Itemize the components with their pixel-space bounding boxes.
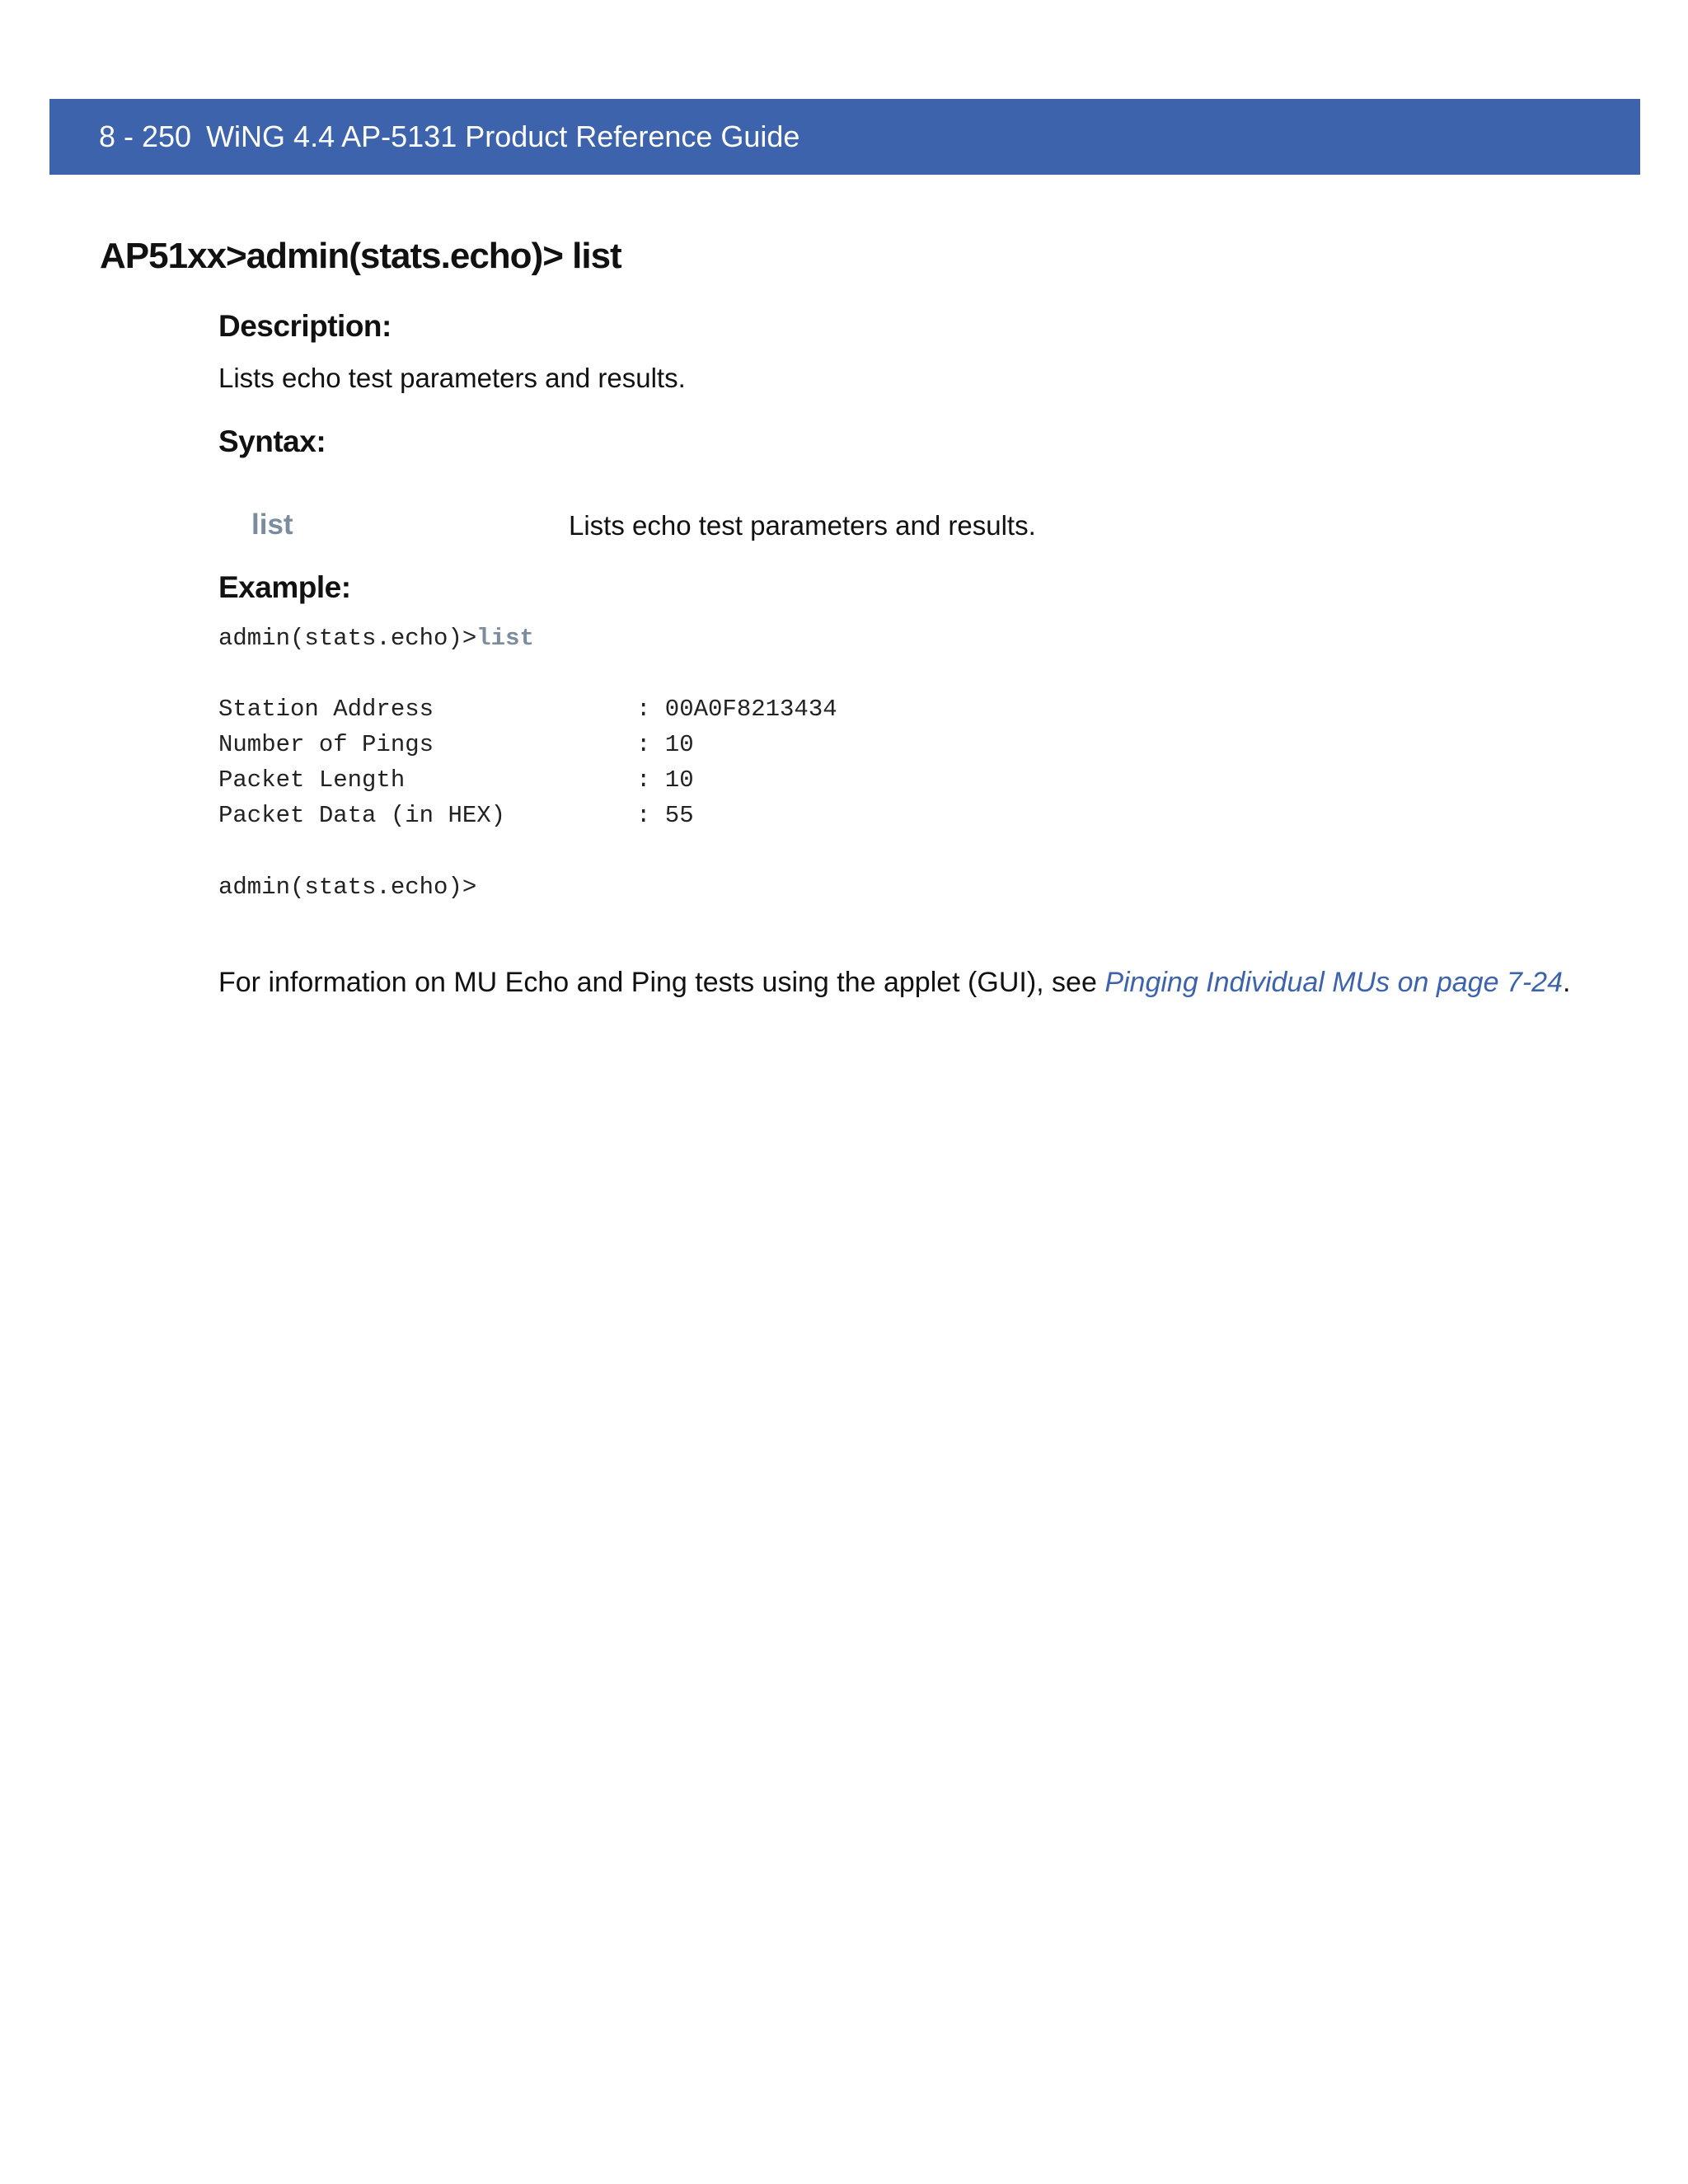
example-output-row	[218, 731, 694, 758]
output-field: Packet Data (in HEX)	[218, 802, 506, 829]
example-label: Example:	[218, 570, 351, 604]
syntax-term: list	[251, 509, 293, 541]
syntax-term-description: Lists echo test parameters and results.	[569, 510, 1036, 541]
info-paragraph	[218, 967, 1570, 999]
output-field: Packet Length	[218, 766, 406, 794]
description-text: Lists echo test parameters and results.	[218, 363, 686, 393]
info-suffix: .	[1563, 967, 1571, 998]
header-title	[99, 99, 799, 175]
example-closing-prompt: admin(stats.echo)>	[218, 874, 477, 901]
output-value: : 10	[636, 766, 694, 794]
output-field: Number of Pings	[218, 731, 434, 758]
output-field: Station Address	[218, 696, 434, 723]
example-command-line	[218, 625, 534, 652]
description-label: Description:	[218, 309, 392, 343]
output-value: : 00A0F8213434	[636, 696, 837, 723]
info-prefix: For information on MU Echo and Ping tests using the applet (GUI), see	[218, 967, 1105, 998]
example-output-row	[218, 766, 694, 794]
example-output-row	[218, 802, 694, 829]
example-prompt: admin(stats.echo)>	[218, 625, 477, 652]
cross-reference-link[interactable]: Pinging Individual MUs on page 7-24	[1104, 967, 1563, 998]
syntax-label: Syntax:	[218, 424, 326, 458]
example-command: list	[476, 625, 534, 652]
example-output-row	[218, 696, 837, 723]
output-value: : 10	[636, 731, 694, 758]
output-value: : 55	[636, 802, 694, 829]
header-guide-title: WiNG 4.4 AP-5131 Product Reference Guide	[206, 120, 800, 153]
header-page-number: 8 - 250	[99, 120, 192, 153]
command-heading: AP51xx>admin(stats.echo)> list	[100, 236, 621, 276]
page-header	[49, 99, 1640, 175]
